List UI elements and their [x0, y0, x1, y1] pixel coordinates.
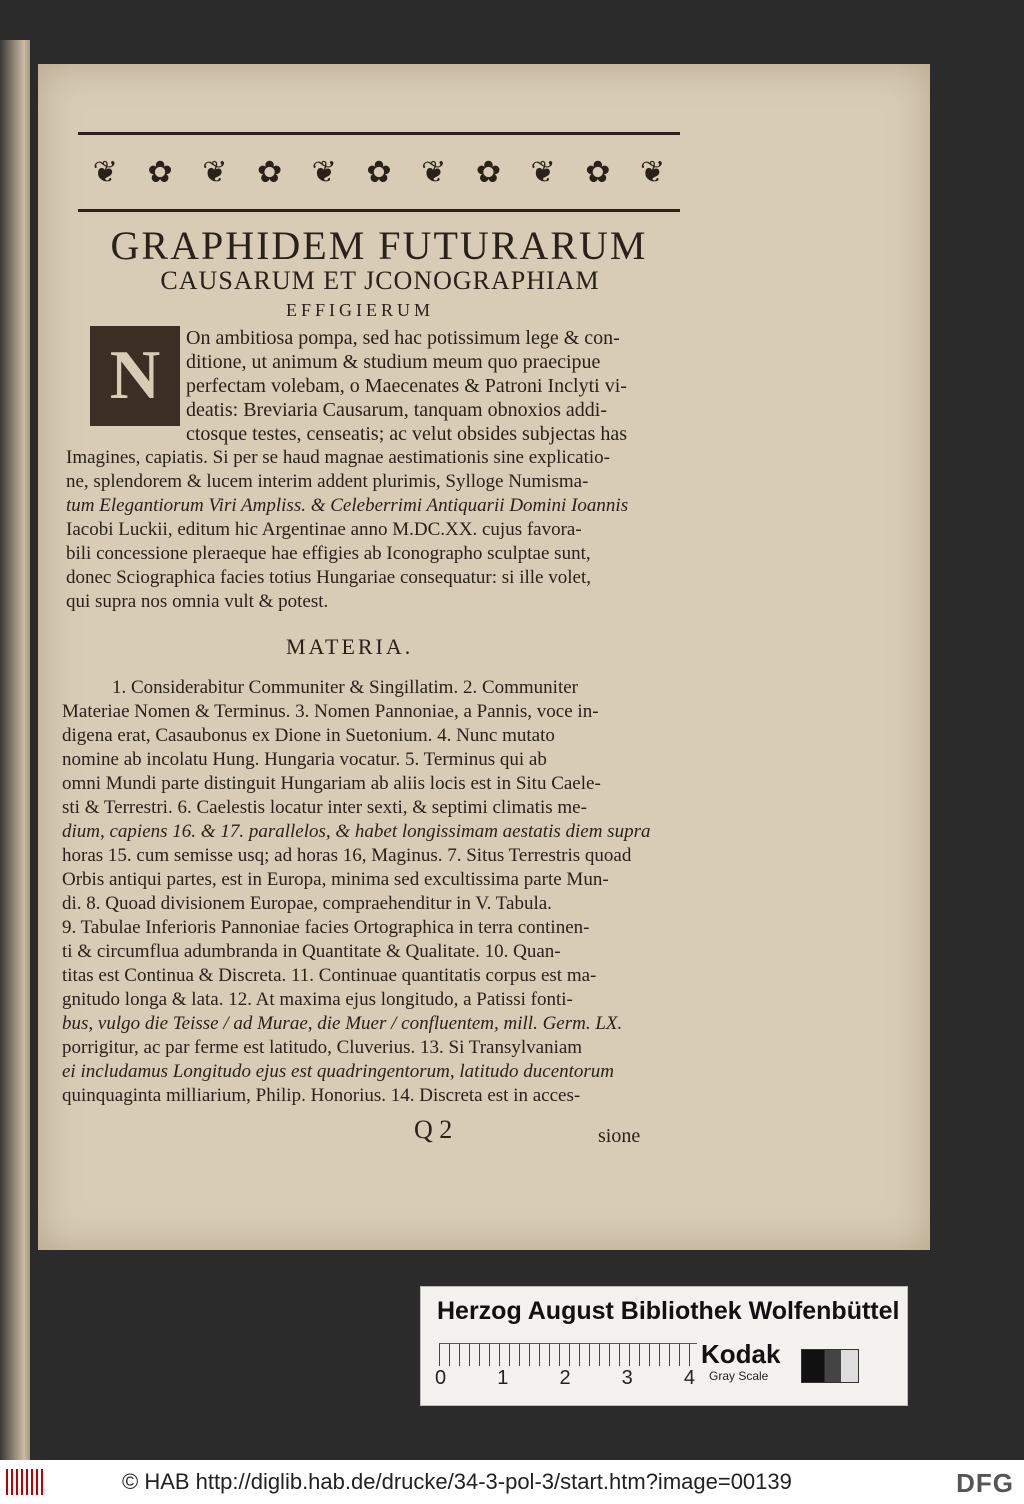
text-line: bili concessione pleraeque hae effigies ab Iconographo sculptae sunt, [66, 543, 591, 564]
scale-name: Gray Scale [709, 1369, 769, 1383]
library-name: Herzog August Bibliothek Wolfenbüttel [437, 1297, 900, 1325]
text-line: 1. Considerabitur Communiter & Singillatim. 2. Communiter [112, 677, 579, 698]
adjacent-page-edge [0, 40, 30, 1460]
text-line: omni Mundi parte distinguit Hungariam ab aliis locis est in Situ Caele- [62, 773, 601, 794]
catchword: sione [598, 1125, 641, 1147]
text-line: gnitudo longa & lata. 12. At maxima ejus longitudo, a Patissi fonti- [62, 989, 573, 1010]
signature-mark: Q 2 [414, 1115, 453, 1144]
color-calibration-label [420, 1286, 908, 1406]
section-title: MATERIA. [286, 634, 414, 659]
heading-line-2: CAUSARUM ET JCONOGRAPHIAM [160, 266, 600, 295]
text-line: ditione, ut animum & studium meum quo praecipue [186, 351, 601, 373]
text-line: Imagines, capiatis. Si per se haud magnae aestimationis sine explicatio- [66, 447, 610, 468]
text-line: On ambitiosa pompa, sed hac potissimum lege & con- [186, 327, 620, 349]
text-line: ctosque testes, censeatis; ac velut obsides subjectas has [186, 423, 627, 445]
text-line: nomine ab incolatu Hung. Hungaria vocatur. 5. Terminus qui ab [62, 749, 547, 770]
intro-paragraph-indented [186, 326, 686, 446]
text-line: qui supra nos omnia vult & potest. [66, 591, 329, 612]
text-line: ti & circumflua adumbranda in Quantitate & Qualitate. 10. Quan- [62, 941, 561, 962]
ruler-number: 1 [497, 1367, 509, 1389]
text-line: digena erat, Casaubonus ex Dione in Suetonium. 4. Nunc mutato [62, 725, 555, 746]
text-line: donec Sciographica facies totius Hungariae consequatur: si ille volet, [66, 567, 591, 588]
intro-paragraph-full [66, 446, 686, 614]
ornamental-headpiece: ❦ ✿ ❦ ✿ ❦ ✿ ❦ ✿ ❦ ✿ ❦ [78, 132, 680, 212]
text-line: 9. Tabulae Inferioris Pannoniae facies Ortographica in terra continen- [62, 917, 590, 938]
text-line: horas 15. cum semisse usq; ad horas 16, Maginus. 7. Situs Terrestris quoad [62, 845, 632, 866]
brand-name: Kodak [701, 1339, 781, 1369]
text-line: bus, vulgo die Teisse / ad Murae, die Muer / confluentem, mill. Germ. LX. [62, 1013, 623, 1034]
heading-line-3: EFFIGIERUM [285, 300, 434, 320]
text-line: ei includamus Longitudo ejus est quadringentorum, latitudo ducentorum [62, 1061, 615, 1082]
barcode-icon [6, 1469, 46, 1495]
text-line: di. 8. Quoad divisionem Europae, compraehenditur in V. Tabula. [62, 893, 552, 914]
heading-line-1: GRAPHIDEM FUTURARUM [110, 223, 648, 268]
source-url[interactable]: © HAB http://diglib.hab.de/drucke/34-3-pol-3/start.htm?image=00139 [122, 1469, 792, 1494]
gray-swatch [801, 1349, 859, 1383]
text-line: perfectam volebam, o Maecenates & Patroni Inclyti vi- [186, 375, 627, 397]
text-line: dium, capiens 16. & 17. parallelos, & habet longissimam aestatis diem supra [62, 821, 651, 842]
decorated-initial: N [90, 326, 180, 426]
viewer-footer [0, 1460, 1024, 1504]
text-line: porrigitur, ac par ferme est latitudo, Cluverius. 13. Si Transylvaniam [62, 1037, 583, 1058]
cm-ruler [439, 1343, 697, 1366]
ruler-numbers [435, 1367, 695, 1390]
text-line: ne, splendorem & lucem interim addent plurimis, Sylloge Numisma- [66, 471, 589, 492]
text-line: titas est Continua & Discreta. 11. Continuae quantitatis corpus est ma- [62, 965, 597, 986]
ruler-number: 4 [683, 1367, 695, 1389]
text-line: deatis: Breviaria Causarum, tanquam obnoxios addi- [186, 399, 608, 421]
dfg-logo: DFG [956, 1468, 1014, 1498]
text-line: tum Elegantiorum Viri Ampliss. & Celeberrimi Antiquarii Domini Ioannis [66, 495, 629, 516]
text-line: Orbis antiqui partes, est in Europa, minima sed excultissima parte Mun- [62, 869, 609, 890]
ruler-number: 0 [435, 1367, 447, 1389]
ruler-number: 3 [621, 1367, 633, 1389]
ruler-number: 2 [559, 1367, 571, 1389]
text-line: quinquaginta milliarium, Philip. Honorius. 14. Discreta est in acces- [62, 1085, 581, 1106]
text-line: Materiae Nomen & Terminus. 3. Nomen Pannoniae, a Pannis, voce in- [62, 701, 599, 722]
body-paragraph [62, 676, 682, 1108]
text-line: Iacobi Luckii, editum hic Argentinae anno M.DC.XX. cujus favora- [66, 519, 582, 540]
text-line: sti & Terrestri. 6. Caelestis locatur inter sexti, & septimi climatis me- [62, 797, 587, 818]
